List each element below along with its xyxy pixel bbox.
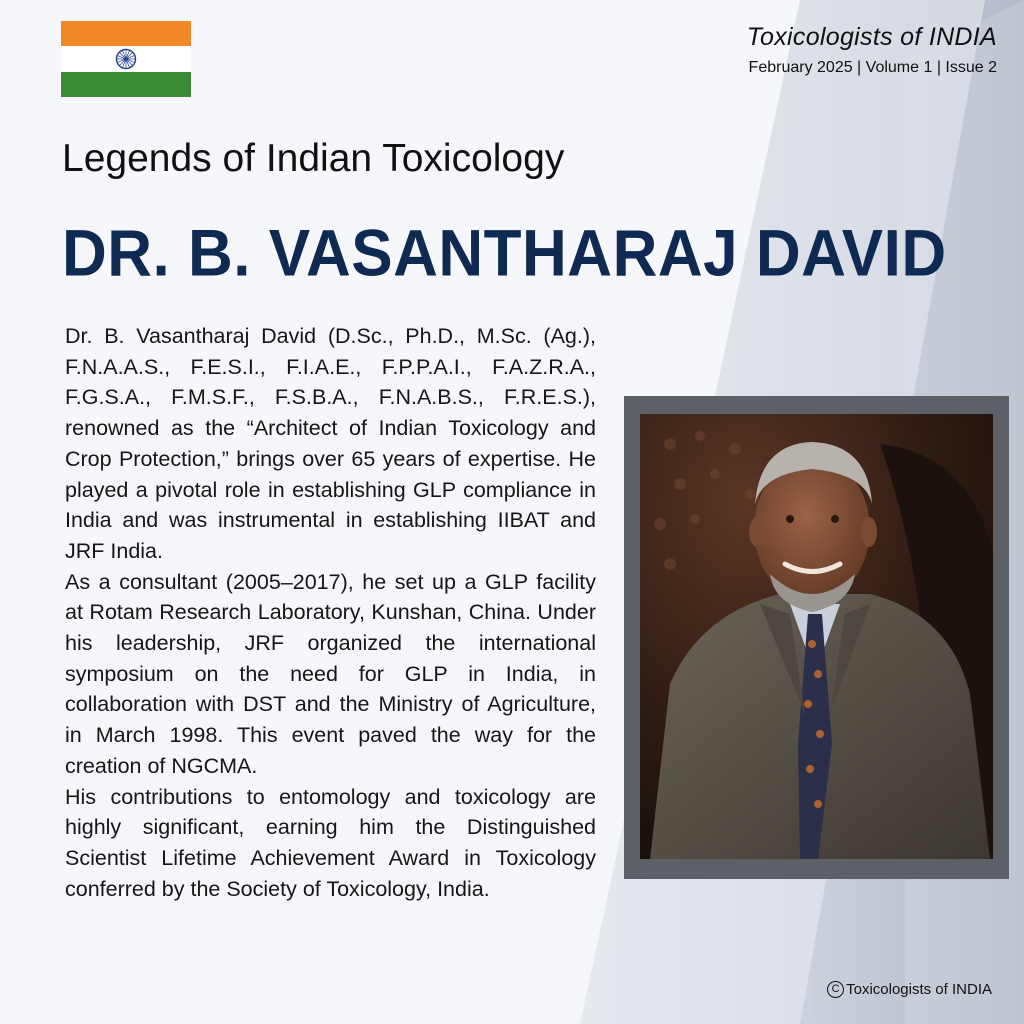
copyright-text: Toxicologists of INDIA bbox=[846, 981, 992, 998]
issue-info: February 2025 | Volume 1 | Issue 2 bbox=[748, 59, 997, 76]
magazine-title: Toxicologists of INDIA bbox=[746, 23, 997, 51]
masthead bbox=[747, 22, 997, 78]
section-title: Legends of Indian Toxicology bbox=[62, 137, 565, 180]
bio-paragraph-1: Dr. B. Vasantharaj David (D.Sc., Ph.D., M.Sc. (Ag.), F.N.A.A.S., F.E.S.I., F.I.A.E., F.P.P.A.I., F.A.Z.R.A., F.G.S.A., F.M.S.F., F.S.B.A., F.N.A.B.S., F.R.E.S.), renowned as the “Architect of Indian Toxicology and Crop Protection,” brings over 65 years of expertise. He played a pivotal role in establishing GLP compliance in India and was instrumental in establishing IIBAT and JRF India. bbox=[65, 324, 596, 563]
copyright-footer bbox=[827, 981, 992, 998]
biography-text bbox=[65, 321, 596, 904]
bio-paragraph-3: His contributions to entomology and toxicology are highly significant, earning him the Distinguished Scientist Lifetime Achievement Award in Toxicology conferred by the Society of Toxicology, India. bbox=[65, 784, 596, 901]
bio-paragraph-2: As a consultant (2005–2017), he set up a GLP facility at Rotam Research Laboratory, Kunshan, China. Under his leadership, JRF organized the international symposium on the need for GLP in India, in collaboration with DST and the Ministry of Agriculture, in March 1998. This event paved the way for the creation of NGCMA. bbox=[65, 569, 596, 778]
portrait-photo bbox=[640, 414, 993, 859]
portrait-frame bbox=[624, 396, 1009, 879]
ashoka-chakra-icon bbox=[115, 48, 137, 70]
portrait-illustration bbox=[640, 414, 993, 859]
person-name-heading: DR. B. VASANTHARAJ DAVID bbox=[62, 217, 947, 291]
india-flag-icon bbox=[61, 21, 191, 97]
copyright-icon: C bbox=[827, 981, 844, 998]
